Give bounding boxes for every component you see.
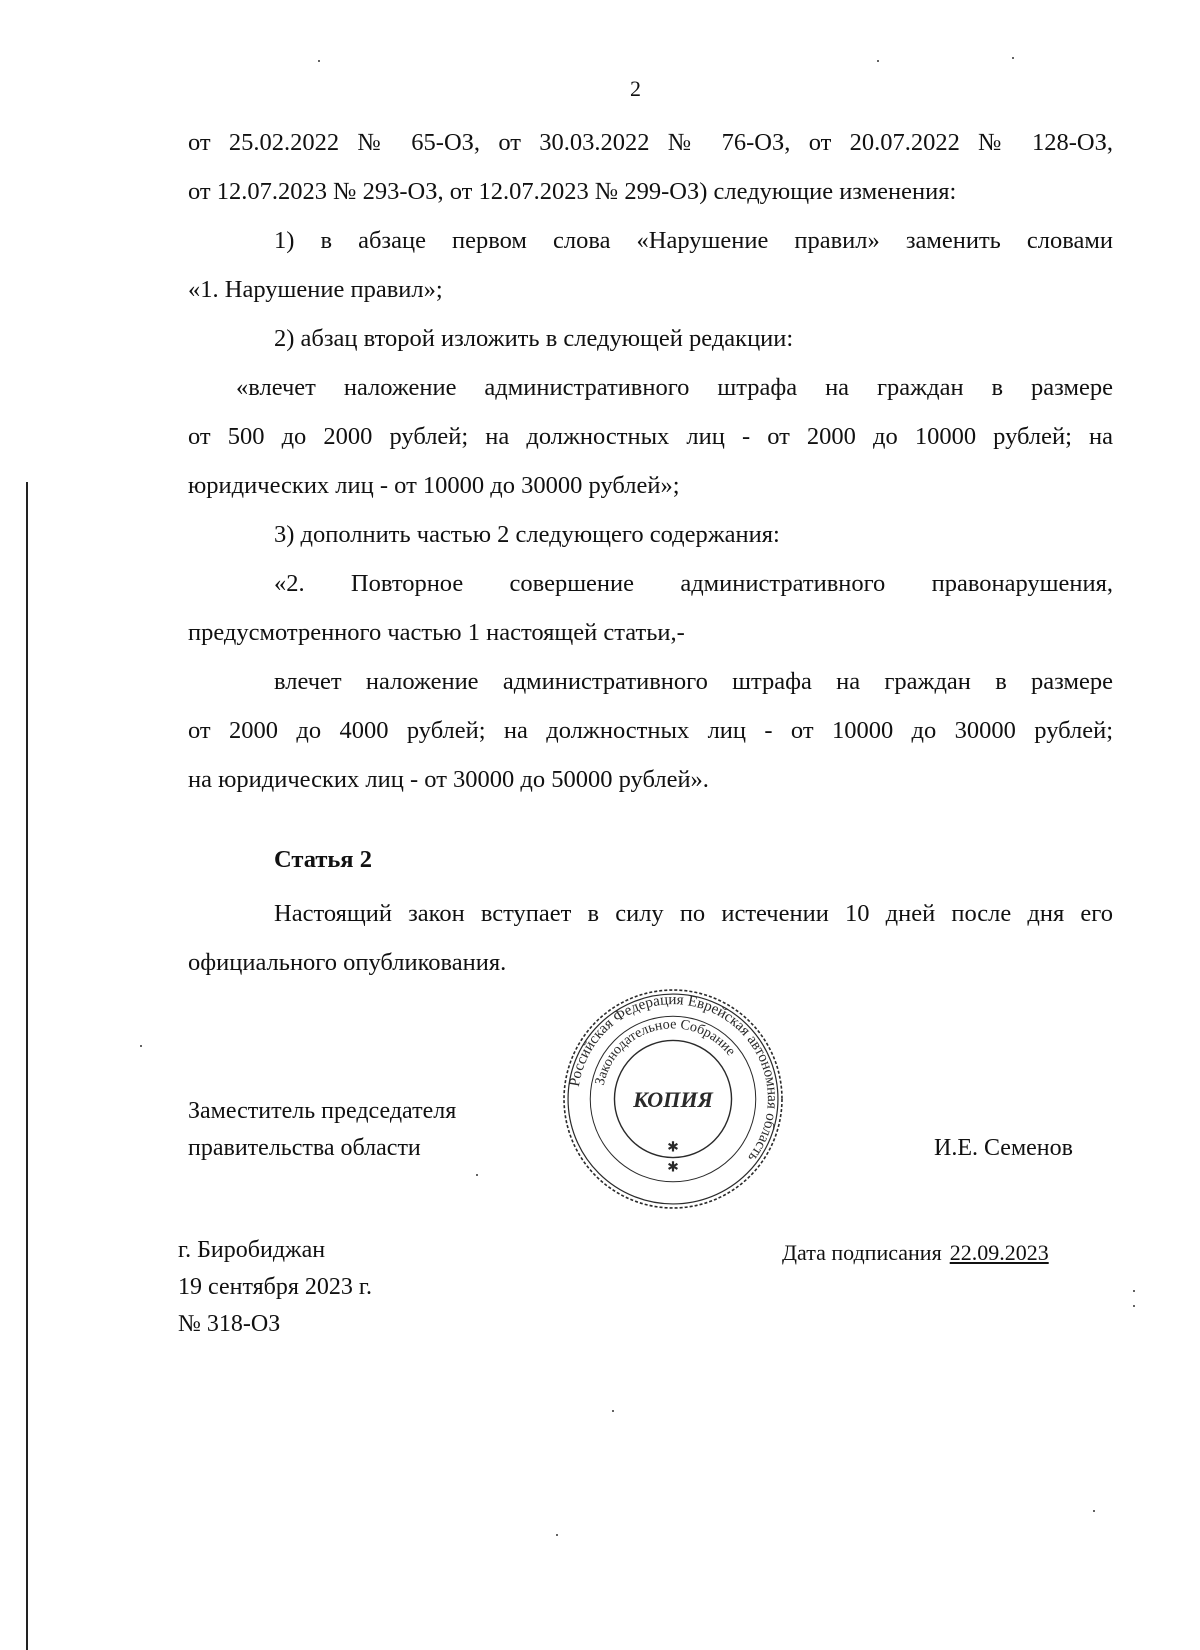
text-line: Настоящий закон вступает в силу по истечении 10 дней после дня его	[274, 900, 1113, 927]
law-details	[178, 1232, 372, 1343]
text-line: 1) в абзаце первом слова «Нарушение правил» заменить словами	[274, 227, 1113, 254]
text-line: от 12.07.2023 № 293-ОЗ, от 12.07.2023 № 299-ОЗ) следующие изменения:	[188, 178, 957, 205]
text-line: от 500 до 2000 рублей; на должностных лиц - от 2000 до 10000 рублей; на	[188, 423, 1113, 450]
article-heading: Статья 2	[274, 846, 372, 873]
adoption-date: 19 сентября 2023 г.	[178, 1274, 373, 1300]
page-number: 2	[630, 76, 641, 101]
scan-speck	[140, 1045, 142, 1047]
signing-date-label: Дата подписания	[782, 1240, 942, 1265]
stamp-outer-text: Российская Федерация Еврейская автономная область	[566, 992, 780, 1165]
stamp-star-icon: ✱	[667, 1139, 679, 1156]
text-line: «влечет наложение административного штрафа на граждан в размере	[236, 374, 1113, 401]
signing-date	[782, 1240, 1049, 1266]
text-line: на юридических лиц - от 30000 до 50000 рублей».	[188, 766, 709, 793]
scan-margin-line	[26, 482, 28, 1650]
scan-speck	[1093, 1510, 1095, 1512]
signatory-title-line: Заместитель председателя	[188, 1098, 457, 1124]
scan-speck	[556, 1534, 558, 1536]
scan-speck	[1012, 57, 1014, 59]
signatory-title	[188, 1093, 456, 1167]
scan-speck	[612, 1410, 614, 1412]
text-line: от 25.02.2022 № 65-ОЗ, от 30.03.2022 № 76-ОЗ, от 20.07.2022 № 128-ОЗ,	[188, 129, 1113, 156]
scan-speck	[476, 1174, 478, 1176]
signing-date-value: 22.09.2023	[949, 1240, 1049, 1265]
text-line: влечет наложение административного штрафа на граждан в размере	[274, 668, 1113, 695]
paragraph-part-2	[188, 559, 1113, 657]
paragraph-item-2	[188, 314, 1113, 363]
signatory-name: И.Е. Семенов	[934, 1135, 1073, 1161]
official-stamp	[562, 988, 784, 1210]
text-line: «2. Повторное совершение административного правонарушения,	[274, 570, 1113, 597]
scan-speck	[877, 60, 879, 62]
paragraph-amendments-intro	[188, 118, 1113, 216]
place: г. Биробиджан	[178, 1237, 326, 1263]
paragraph-item-1	[188, 216, 1113, 314]
text-line: 2) абзац второй изложить в следующей редакции:	[274, 325, 794, 352]
stamp-star-icon: ✱	[667, 1159, 679, 1176]
text-line: официального опубликования.	[188, 949, 507, 976]
scan-speck	[1133, 1290, 1135, 1292]
paragraph-penalty	[188, 657, 1113, 804]
text-line: «1. Нарушение правил»;	[188, 276, 443, 303]
paragraph-new-wording	[188, 363, 1113, 510]
text-line: юридических лиц - от 10000 до 30000 рублей»;	[188, 472, 680, 499]
text-line: 3) дополнить частью 2 следующего содержания:	[274, 521, 780, 548]
law-number: № 318-ОЗ	[178, 1311, 281, 1337]
text-line: от 2000 до 4000 рублей; на должностных лиц - от 10000 до 30000 рублей;	[188, 717, 1113, 744]
scan-speck	[1133, 1305, 1135, 1307]
scan-speck	[318, 60, 320, 62]
stamp-inner-text: Законодательное Собрание	[591, 1016, 739, 1087]
paragraph-item-3	[188, 510, 1113, 559]
article-2-text	[188, 889, 1113, 987]
stamp-center-text: КОПИЯ	[633, 1087, 713, 1113]
text-line: предусмотренного частью 1 настоящей статьи,-	[188, 619, 685, 646]
signatory-title-line: правительства области	[188, 1135, 421, 1161]
